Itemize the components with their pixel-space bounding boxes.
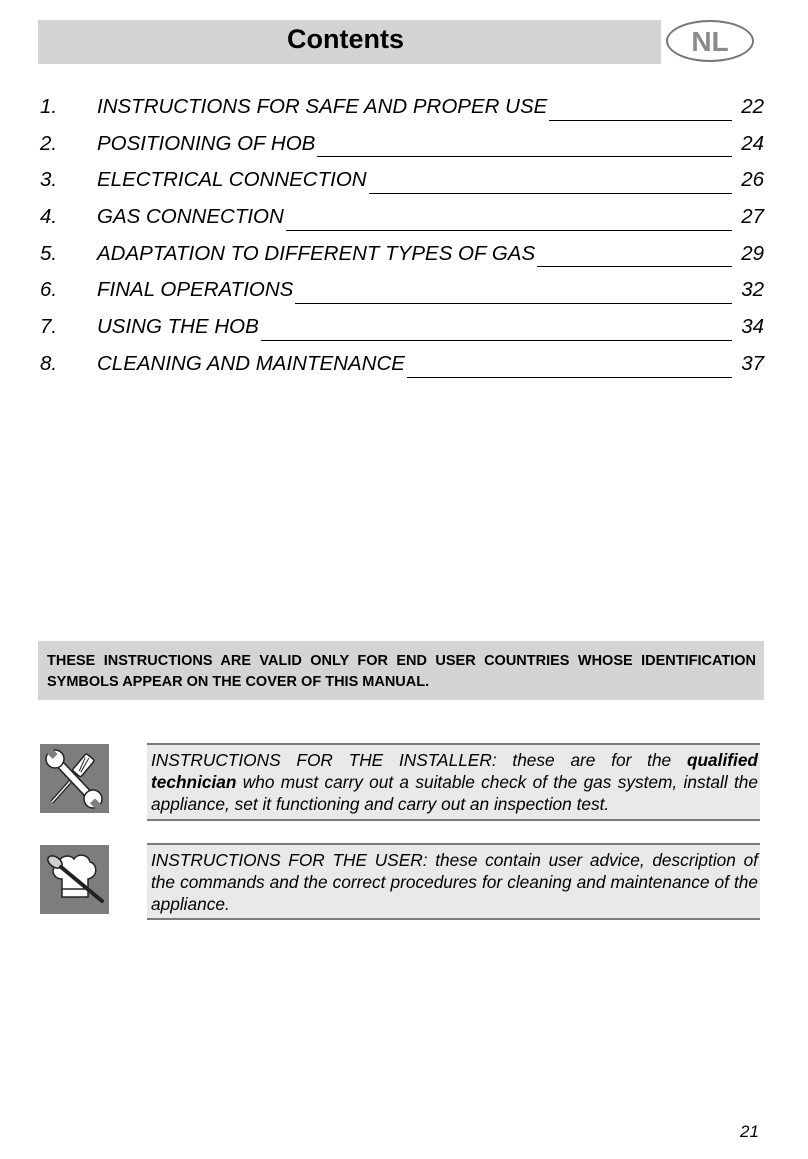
- toc-entry[interactable]: [40, 205, 764, 242]
- table-of-contents: [40, 95, 764, 389]
- validity-notice: THESE INSTRUCTIONS ARE VALID ONLY FOR END USER COUNTRIES WHOSE IDENTIFICATION SYMBOLS APPEAR ON THE COVER OF THIS MANUAL.: [38, 641, 764, 700]
- installer-lead: INSTRUCTIONS FOR THE INSTALLER: these are for the: [151, 750, 687, 770]
- toc-title: GAS CONNECTION: [97, 205, 284, 229]
- installer-bold: qualified technician: [151, 750, 758, 792]
- toc-leader: [369, 193, 732, 194]
- user-instructions: INSTRUCTIONS FOR THE USER: these contain user advice, description of the commands and the correct procedures for cleaning and maintenance of the appliance.: [147, 843, 760, 920]
- toc-title: INSTRUCTIONS FOR SAFE AND PROPER USE: [97, 95, 548, 118]
- toc-title: ADAPTATION TO DIFFERENT TYPES OF GAS: [97, 241, 536, 265]
- toc-number: 5.: [40, 241, 58, 265]
- tools-icon: [40, 744, 109, 813]
- toc-number: 1.: [40, 95, 58, 118]
- toc-number: 3.: [40, 168, 58, 192]
- toc-leader: [537, 266, 732, 267]
- toc-title: USING THE HOB: [97, 315, 259, 339]
- toc-number: 6.: [40, 278, 58, 302]
- toc-leader: [261, 340, 732, 341]
- toc-page: 27: [741, 205, 764, 229]
- page-number: 21: [740, 1122, 759, 1141]
- language-badge-label: NL: [691, 26, 729, 57]
- toc-number: 8.: [40, 351, 58, 375]
- toc-entry[interactable]: [40, 95, 764, 132]
- toc-entry[interactable]: [40, 352, 764, 389]
- toc-entry[interactable]: [40, 278, 764, 315]
- toc-page: 37: [741, 351, 764, 375]
- toc-page: 22: [741, 95, 764, 118]
- toc-number: 4.: [40, 205, 58, 229]
- toc-entry[interactable]: [40, 315, 764, 352]
- toc-entry[interactable]: [40, 132, 764, 169]
- page-title: Contents: [287, 23, 404, 54]
- toc-page: 26: [741, 168, 764, 192]
- language-badge: [666, 20, 754, 62]
- installer-instructions: [147, 743, 760, 821]
- header-bar: [38, 20, 661, 64]
- toc-entry[interactable]: [40, 242, 764, 279]
- toc-number: 2.: [40, 131, 58, 155]
- toc-leader: [549, 120, 732, 121]
- toc-title: POSITIONING OF HOB: [97, 131, 316, 155]
- toc-number: 7.: [40, 315, 58, 339]
- toc-entry[interactable]: [40, 168, 764, 205]
- toc-leader: [295, 303, 732, 304]
- toc-title: FINAL OPERATIONS: [97, 278, 294, 302]
- toc-title: CLEANING AND MAINTENANCE: [97, 351, 405, 375]
- toc-leader: [407, 377, 732, 378]
- toc-title: ELECTRICAL CONNECTION: [97, 168, 367, 192]
- toc-page: 24: [741, 131, 764, 155]
- toc-leader: [317, 156, 732, 157]
- toc-page: 34: [741, 315, 764, 339]
- toc-page: 32: [741, 278, 764, 302]
- toc-leader: [286, 230, 732, 231]
- toc-page: 29: [741, 241, 764, 265]
- chef-spoon-icon: [40, 845, 109, 914]
- installer-rest: who must carry out a suitable check of the gas system, install the appliance, set it functioning and carry out an inspection test.: [151, 772, 758, 814]
